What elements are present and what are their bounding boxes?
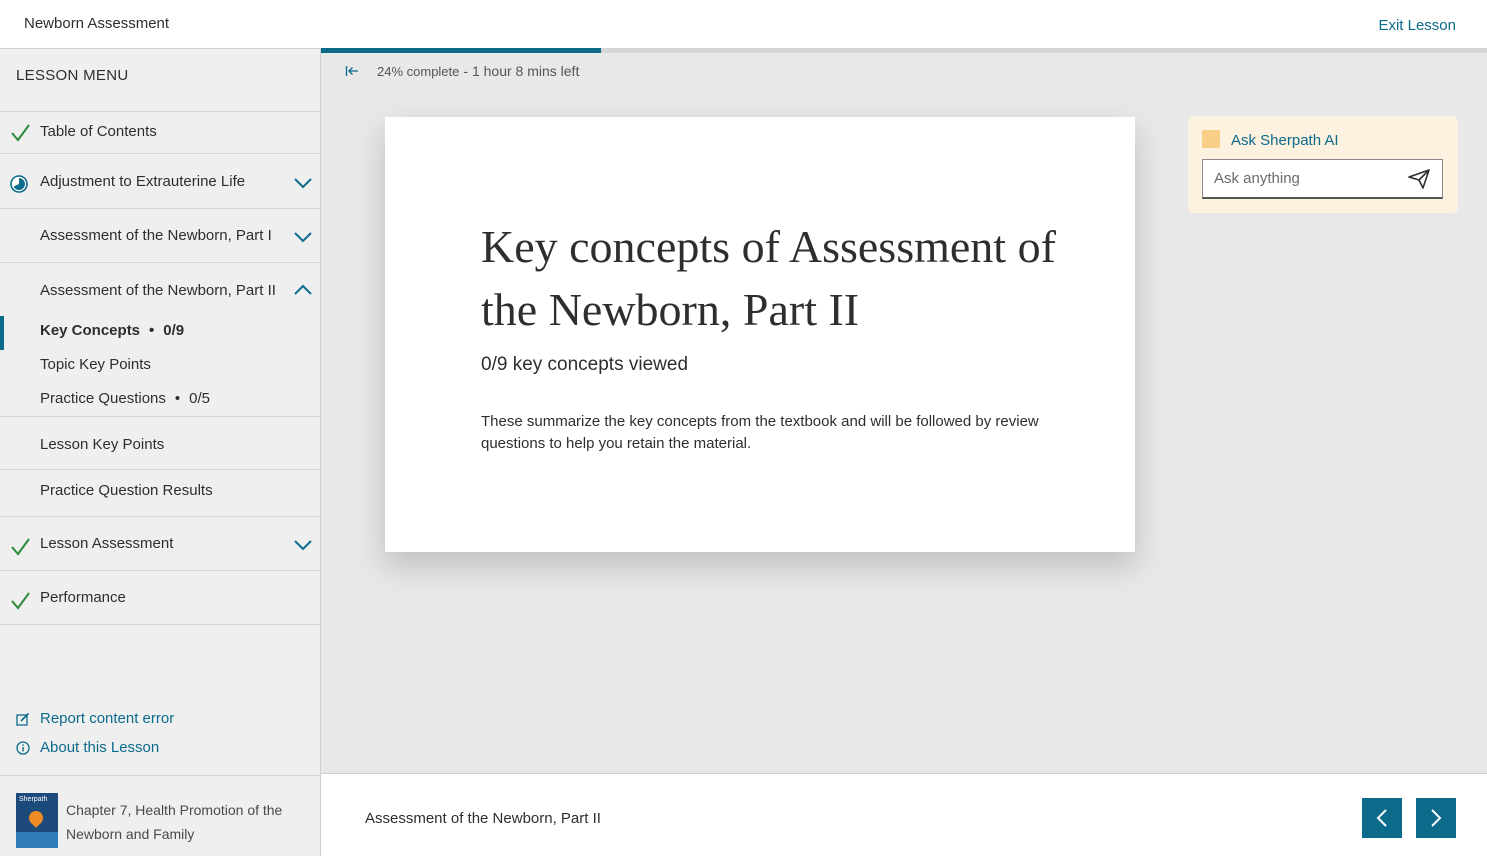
sidebar-item-label: Lesson Key Points bbox=[40, 436, 165, 453]
page-title: Key concepts of Assessment of the Newborn, Part II bbox=[481, 221, 1056, 335]
ai-logo-icon bbox=[1202, 130, 1220, 148]
progress-bar bbox=[321, 48, 1487, 53]
exit-lesson-link[interactable]: Exit Lesson bbox=[1378, 17, 1456, 34]
check-icon bbox=[10, 591, 30, 611]
sidebar-item-performance[interactable] bbox=[0, 571, 320, 625]
time-left-text: - 1 hour 8 mins left bbox=[463, 63, 580, 79]
book-cover bbox=[16, 793, 58, 848]
chevron-down-icon[interactable] bbox=[293, 173, 313, 193]
edit-icon bbox=[16, 712, 30, 726]
chevron-up-icon[interactable] bbox=[293, 280, 313, 300]
subitem-label: Topic Key Points bbox=[40, 356, 151, 373]
bottom-bar bbox=[321, 773, 1487, 856]
app-title: Newborn Assessment bbox=[24, 15, 170, 32]
sidebar-item-label: Assessment of the Newborn, Part II bbox=[40, 282, 276, 299]
cover-band bbox=[16, 832, 58, 848]
subitem-count: 0/5 bbox=[189, 390, 211, 407]
sidebar-item-label: Assessment of the Newborn, Part I bbox=[40, 227, 272, 244]
send-icon[interactable] bbox=[1408, 169, 1430, 189]
sidebar-subitem-topic-key-points[interactable] bbox=[40, 356, 151, 373]
content-card bbox=[385, 117, 1135, 552]
sidebar-item-label: Adjustment to Extrauterine Life bbox=[40, 173, 246, 190]
sidebar-item-lesson-assessment[interactable] bbox=[0, 517, 320, 571]
sidebar-item-adjustment[interactable] bbox=[0, 154, 320, 209]
sidebar-item-assessment-part-2[interactable] bbox=[0, 263, 320, 417]
subitem-label: Practice Questions bbox=[40, 390, 166, 407]
chevron-down-icon[interactable] bbox=[293, 227, 313, 247]
sidebar-subitem-key-concepts[interactable] bbox=[40, 322, 184, 339]
collapse-left-icon bbox=[345, 65, 359, 77]
subitem-count: 0/9 bbox=[163, 322, 185, 339]
chevron-down-icon[interactable] bbox=[293, 535, 313, 555]
subitem-label: Key Concepts bbox=[40, 322, 141, 339]
card-description: These summarize the key concepts from the textbook and will be followed by review questions to help you retain the material. bbox=[481, 413, 1039, 452]
sidebar-item-label: Practice Question Results bbox=[40, 482, 213, 499]
chevron-right-icon bbox=[1430, 808, 1442, 828]
lesson-menu-heading: LESSON MENU bbox=[0, 49, 320, 112]
separator-dot: • bbox=[174, 390, 181, 407]
sidebar-item-table-of-contents[interactable] bbox=[0, 112, 320, 154]
book-info bbox=[0, 775, 320, 856]
sidebar-item-assessment-part-1[interactable] bbox=[0, 209, 320, 263]
sidebar-item-practice-question-results[interactable] bbox=[0, 470, 320, 517]
book-chapter-title: Chapter 7, Health Promotion of the Newborn and Family bbox=[66, 802, 283, 842]
info-icon bbox=[16, 741, 30, 755]
separator-dot: • bbox=[149, 322, 155, 339]
cover-brand: Sherpath bbox=[19, 796, 48, 803]
about-lesson-link[interactable] bbox=[16, 739, 159, 756]
map-pin-icon bbox=[26, 808, 46, 828]
sidebar-subitem-practice-questions[interactable] bbox=[40, 390, 210, 407]
lesson-menu-sidebar bbox=[0, 49, 321, 856]
check-icon bbox=[10, 123, 30, 143]
ask-ai-panel bbox=[1188, 116, 1458, 213]
chevron-left-icon bbox=[1376, 808, 1388, 828]
progress-info bbox=[345, 63, 579, 79]
current-topic-label: Assessment of the Newborn, Part II bbox=[365, 810, 601, 827]
link-label: Report content error bbox=[40, 710, 175, 727]
concepts-viewed-count: 0/9 key concepts viewed bbox=[481, 354, 689, 375]
next-button[interactable] bbox=[1416, 798, 1456, 838]
progress-fill bbox=[321, 48, 601, 53]
top-bar bbox=[0, 0, 1487, 49]
check-icon bbox=[10, 537, 30, 557]
sidebar-item-lesson-key-points[interactable] bbox=[0, 417, 320, 470]
ai-panel-title: Ask Sherpath AI bbox=[1231, 132, 1339, 149]
report-content-error-link[interactable] bbox=[16, 710, 174, 727]
link-label: About this Lesson bbox=[40, 739, 160, 756]
sidebar-item-label: Lesson Assessment bbox=[40, 535, 174, 552]
sidebar-item-label: Performance bbox=[40, 589, 126, 606]
sidebar-item-label: Table of Contents bbox=[40, 123, 157, 140]
in-progress-icon bbox=[10, 175, 30, 195]
collapse-menu-button[interactable] bbox=[345, 65, 359, 77]
ask-ai-input[interactable] bbox=[1202, 159, 1443, 199]
active-indicator bbox=[0, 316, 4, 350]
previous-button[interactable] bbox=[1362, 798, 1402, 838]
progress-complete-text: 24% complete bbox=[377, 63, 460, 79]
